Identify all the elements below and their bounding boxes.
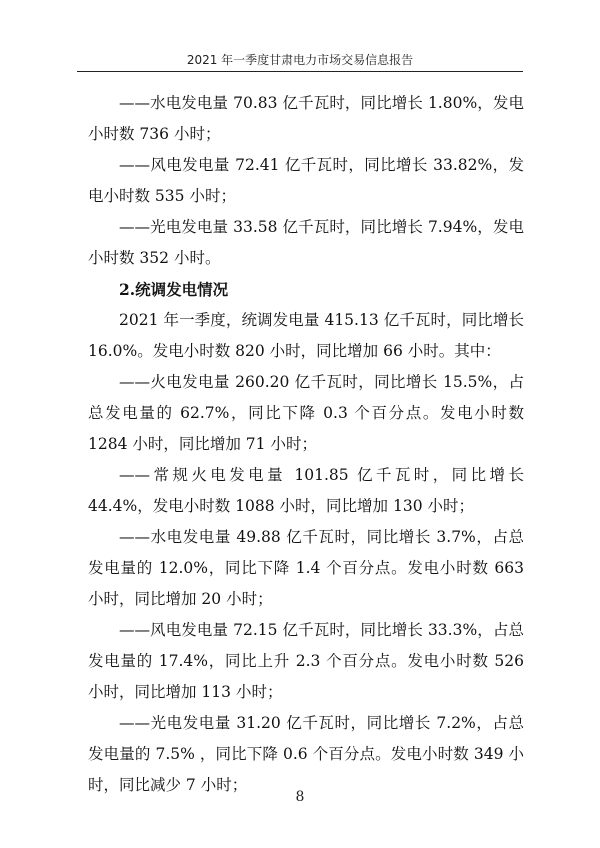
- paragraph-thermal: ——火电发电量 260.20 亿千瓦时，同比增长 15.5%，占总发电量的 62.7%，同比下降 0.3 个百分点。发电小时数 1284 小时，同比增加 71 小时；: [88, 373, 524, 453]
- paragraph-dispatched-summary: 2021 年一季度，统调发电量 415.13 亿千瓦时，同比增长 16.0%。发电小时数 820 小时，同比增加 66 小时。其中：: [88, 311, 524, 360]
- paragraph-wind-total: ——风电发电量 72.41 亿千瓦时，同比增长 33.82%，发电小时数 535 小时；: [88, 156, 524, 205]
- paragraph-hydro-total: ——水电发电量 70.83 亿千瓦时，同比增长 1.80%，发电小时数 736 小时；: [88, 94, 524, 143]
- paragraph-hydro: ——水电发电量 49.88 亿千瓦时，同比增长 3.7%，占总发电量的 12.0%，同比下降 1.4 个百分点。发电小时数 663 小时，同比增加 20 小时；: [88, 528, 524, 608]
- header-divider: [77, 71, 523, 72]
- page-header-title: 2021 年一季度甘肃电力市场交易信息报告: [186, 53, 414, 67]
- section-heading: 2.统调发电情况: [119, 280, 229, 299]
- paragraph-solar: ——光电发电量 31.20 亿千瓦时，同比增长 7.2%，占总发电量的 7.5% ，同比下降 0.6 个百分点。发电小时数 349 小时，同比减少 7 小时；: [88, 714, 524, 794]
- paragraph-conventional-thermal: ——常规火电发电量 101.85 亿千瓦时，同比增长 44.4%，发电小时数 1088 小时，同比增加 130 小时；: [88, 466, 524, 515]
- paragraph-solar-total: ——光电发电量 33.58 亿千瓦时，同比增长 7.94%，发电小时数 352 小时。: [88, 218, 524, 267]
- page-body: [88, 88, 524, 801]
- page-number: 8: [295, 789, 305, 805]
- paragraph-wind: ——风电发电量 72.15 亿千瓦时，同比增长 33.3%，占总发电量的 17.4%，同比上升 2.3 个百分点。发电小时数 526 小时，同比增加 113 小时；: [88, 621, 524, 701]
